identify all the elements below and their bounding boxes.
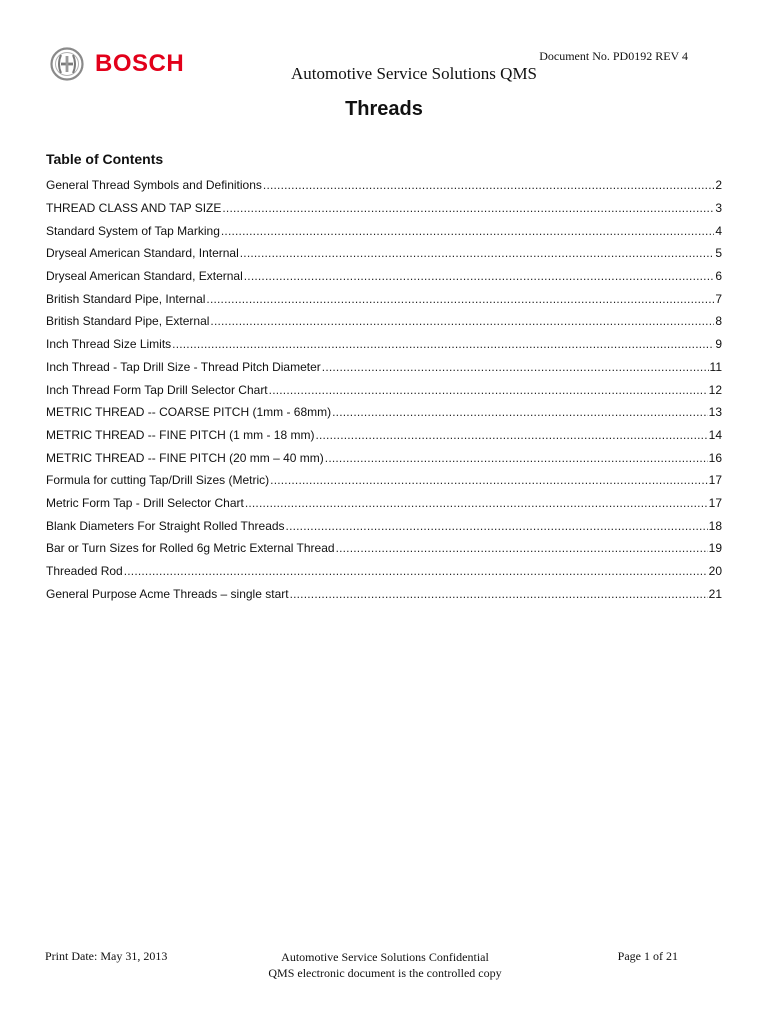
toc-entry[interactable] xyxy=(46,492,722,515)
toc-entry-title: METRIC THREAD -- COARSE PITCH (1mm - 68mm) xyxy=(46,405,332,420)
toc-entry-page: 7 xyxy=(715,291,722,306)
toc-leader-dots xyxy=(240,246,715,260)
toc-entry[interactable] xyxy=(46,287,722,310)
toc-entry[interactable] xyxy=(46,401,722,424)
toc-entry[interactable] xyxy=(46,537,722,560)
toc-entry-title: Blank Diameters For Straight Rolled Threads xyxy=(46,518,285,533)
toc-entry[interactable] xyxy=(46,582,722,605)
toc-entry-title: Dryseal American Standard, External xyxy=(46,269,243,284)
toc-entry-title: General Purpose Acme Threads – single start xyxy=(46,586,289,601)
toc-entry-page: 20 xyxy=(708,564,722,579)
toc-entry-page: 16 xyxy=(708,450,722,465)
toc-entry-page: 11 xyxy=(709,359,722,374)
toc-entry-title: General Thread Symbols and Definitions xyxy=(46,178,262,193)
toc-entry[interactable] xyxy=(46,560,722,583)
toc-leader-dots xyxy=(332,405,708,419)
toc-entry-title: Standard System of Tap Marking xyxy=(46,223,220,238)
toc-leader-dots xyxy=(269,383,708,397)
toc-leader-dots xyxy=(210,314,714,328)
toc-entry-title: Metric Form Tap - Drill Selector Chart xyxy=(46,495,244,510)
toc-leader-dots xyxy=(286,519,708,533)
toc-entry-page: 9 xyxy=(715,337,722,352)
toc-entry-page: 18 xyxy=(708,518,722,533)
toc-entry-title: Threaded Rod xyxy=(46,564,123,579)
toc-leader-dots xyxy=(325,451,708,465)
toc-entry-page: 4 xyxy=(715,223,722,238)
controlled-copy-notice: QMS electronic document is the controlled copy xyxy=(268,966,502,980)
toc-leader-dots xyxy=(124,564,708,578)
toc-entry-page: 19 xyxy=(708,541,722,556)
toc-entry[interactable] xyxy=(46,378,722,401)
toc-leader-dots xyxy=(290,587,708,601)
toc-leader-dots xyxy=(263,178,714,192)
toc-entry[interactable] xyxy=(46,446,722,469)
print-date: Print Date: May 31, 2013 xyxy=(45,949,168,963)
toc-entry-page: 3 xyxy=(715,201,722,216)
toc-leader-dots xyxy=(322,360,709,374)
toc-entry-title: Inch Thread - Tap Drill Size - Thread Pitch Diameter xyxy=(46,359,321,374)
toc-entry-title: British Standard Pipe, Internal xyxy=(46,291,206,306)
brand-name: BOSCH xyxy=(95,50,185,77)
toc-entry-title: British Standard Pipe, External xyxy=(46,314,210,329)
toc-leader-dots xyxy=(245,496,708,510)
toc-entry[interactable] xyxy=(46,265,722,288)
toc-leader-dots xyxy=(222,201,714,215)
toc-leader-dots xyxy=(244,269,715,283)
toc-entry-page: 5 xyxy=(715,246,722,261)
toc-entry-title: Bar or Turn Sizes for Rolled 6g Metric External Thread xyxy=(46,541,335,556)
toc-entry-title: Formula for cutting Tap/Drill Sizes (Metric) xyxy=(46,473,270,488)
toc-leader-dots xyxy=(270,473,707,487)
page-title: Threads xyxy=(345,98,423,120)
toc-entry-title: Inch Thread Size Limits xyxy=(46,337,172,352)
toc-leader-dots xyxy=(336,541,708,555)
toc-entry[interactable] xyxy=(46,514,722,537)
toc-entry-page: 17 xyxy=(708,495,722,510)
toc-leader-dots xyxy=(221,224,714,238)
toc-entry[interactable] xyxy=(46,310,722,333)
toc-leader-dots xyxy=(172,337,714,351)
toc-leader-dots xyxy=(315,428,707,442)
toc-entry-title: METRIC THREAD -- FINE PITCH (1 mm - 18 mm) xyxy=(46,427,315,442)
toc-entry-page: 12 xyxy=(708,382,722,397)
toc-entry[interactable] xyxy=(46,197,722,220)
toc-entry[interactable] xyxy=(46,242,722,265)
toc-entry-title: Inch Thread Form Tap Drill Selector Chart xyxy=(46,382,268,397)
toc-entry[interactable] xyxy=(46,174,722,197)
toc-entry[interactable] xyxy=(46,424,722,447)
toc-entry-page: 17 xyxy=(708,473,722,488)
toc-entry[interactable] xyxy=(46,219,722,242)
toc-heading: Table of Contents xyxy=(46,151,164,167)
toc-entry-page: 6 xyxy=(715,269,722,284)
toc-entry-page: 8 xyxy=(715,314,722,329)
confidential-notice: Automotive Service Solutions Confidential xyxy=(281,950,489,964)
toc-entry-title: METRIC THREAD -- FINE PITCH (20 mm – 40 mm) xyxy=(46,450,324,465)
document-number: Document No. PD0192 REV 4 xyxy=(539,49,688,63)
page-number: Page 1 of 21 xyxy=(617,949,678,963)
toc-entry-page: 21 xyxy=(708,586,722,601)
table-of-contents xyxy=(46,174,722,605)
toc-entry[interactable] xyxy=(46,469,722,492)
toc-entry[interactable] xyxy=(46,333,722,356)
toc-entry[interactable] xyxy=(46,356,722,379)
document-subtitle: Automotive Service Solutions QMS xyxy=(290,64,538,83)
toc-entry-page: 14 xyxy=(708,427,722,442)
toc-entry-page: 13 xyxy=(708,405,722,420)
toc-entry-title: THREAD CLASS AND TAP SIZE xyxy=(46,201,222,216)
toc-entry-page: 2 xyxy=(715,178,722,193)
toc-leader-dots xyxy=(206,292,714,306)
toc-entry-title: Dryseal American Standard, Internal xyxy=(46,246,239,261)
